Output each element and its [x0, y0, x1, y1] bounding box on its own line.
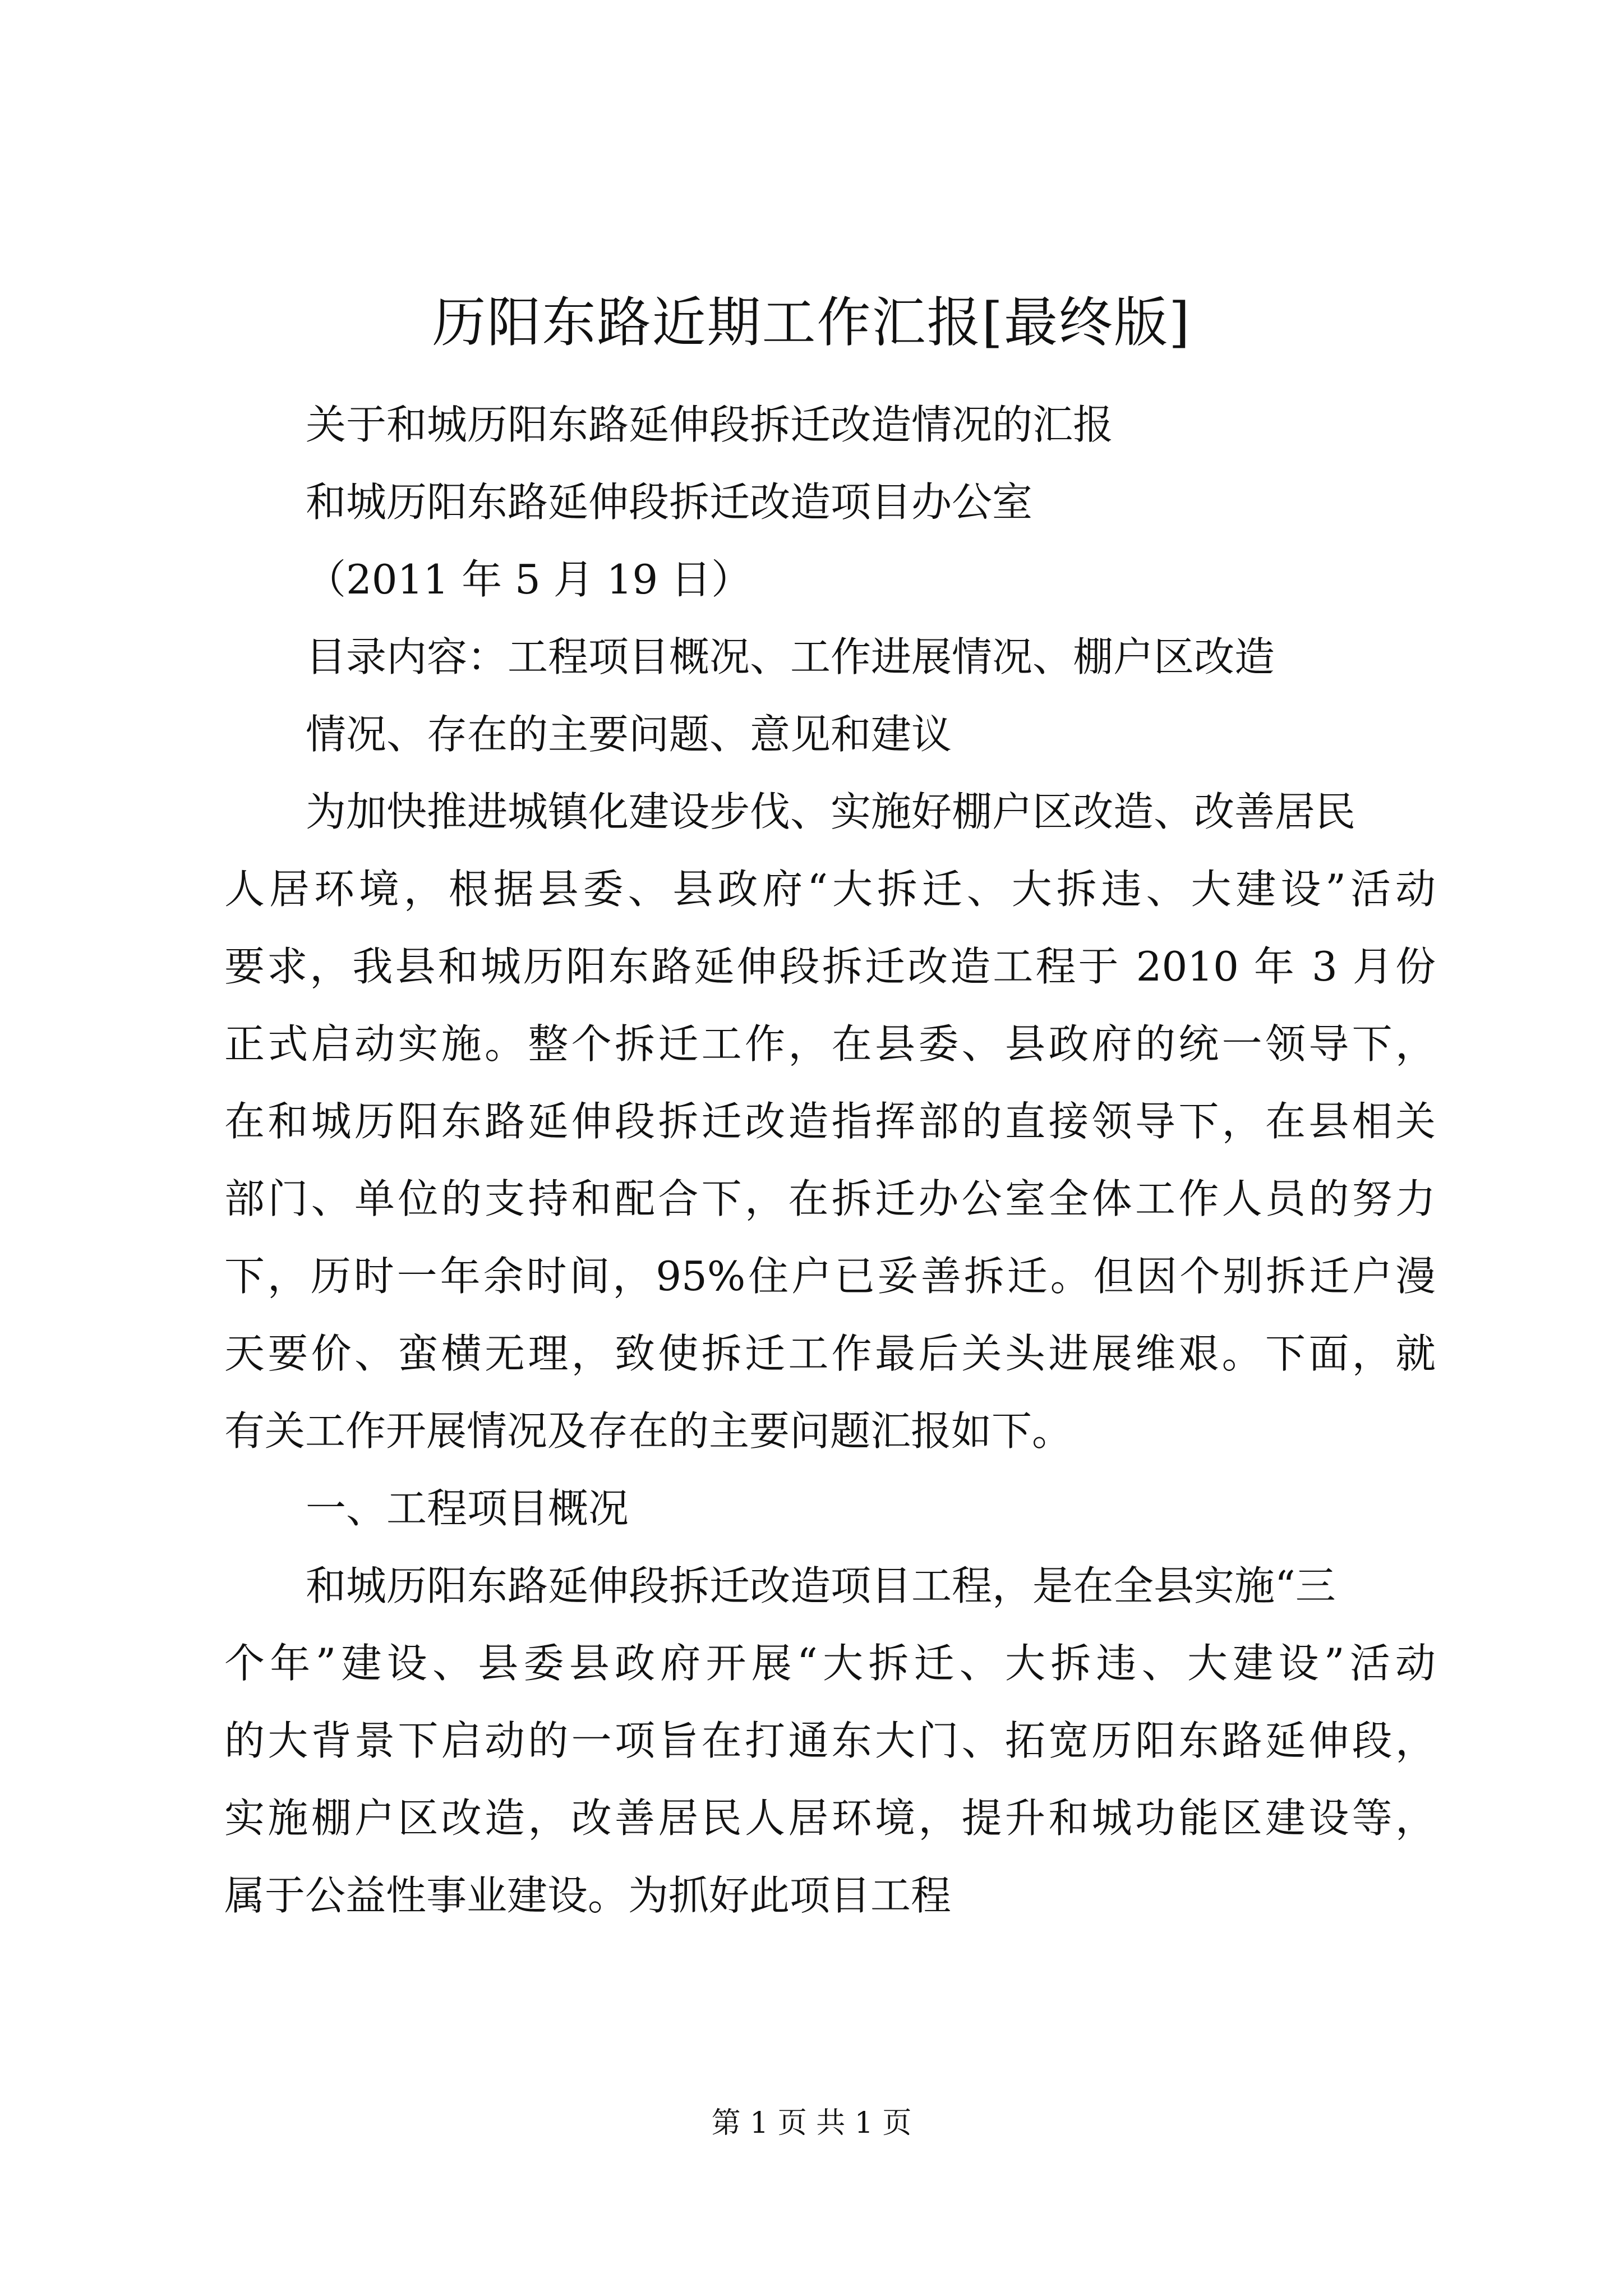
document-body: [224, 386, 1436, 1934]
office-line: 和城历阳东路延伸段拆迁改造项目办公室: [306, 478, 1033, 526]
paragraph-line: 个年”建设、县委县政府开展“大拆迁、大拆违、大建设”活动: [224, 1640, 1436, 1687]
paragraph-line: 在和城历阳东路延伸段拆迁改造指挥部的直接领导下，在县相关: [224, 1098, 1436, 1145]
paragraph-line: 的大背景下启动的一项旨在打通东大门、拓宽历阳东路延伸段，: [224, 1717, 1436, 1764]
section-heading: 一、工程项目概况: [306, 1485, 629, 1532]
subtitle-line: 关于和城历阳东路延伸段拆迁改造情况的汇报: [306, 401, 1114, 448]
toc-line: 目录内容：工程项目概况、工作进展情况、棚户区改造: [306, 633, 1275, 680]
paragraph-line: 有关工作开展情况及存在的主要问题汇报如下。: [224, 1407, 1073, 1455]
paragraph-line: 实施棚户区改造，改善居民人居环境，提升和城功能区建设等，: [224, 1795, 1436, 1842]
page-footer: 第 1 页 共 1 页: [711, 2106, 912, 2140]
paragraph-line: 要求，我县和城历阳东路延伸段拆迁改造工程于 2010 年 3 月份: [224, 943, 1436, 990]
paragraph-line: 下，历时一年余时间，95%住户已妥善拆迁。但因个别拆迁户漫: [224, 1253, 1436, 1300]
paragraph-line: 部门、单位的支持和配合下，在拆迁办公室全体工作人员的努力: [224, 1175, 1436, 1222]
paragraph-line: 为加快推进城镇化建设步伐、实施好棚户区改造、改善居民: [306, 788, 1356, 835]
paragraph-project-overview: [224, 1547, 1436, 1934]
paragraph-line: 正式启动实施。整个拆迁工作，在县委、县政府的统一领导下，: [224, 1020, 1436, 1068]
paragraph-intro: [224, 773, 1436, 1470]
paragraph-line: 天要价、蛮横无理，致使拆迁工作最后关头进展维艰。下面，就: [224, 1330, 1436, 1377]
toc-line: 情况、存在的主要问题、意见和建议: [306, 711, 952, 758]
paragraph-line: 属于公益性事业建设。为抓好此项目工程: [224, 1872, 952, 1919]
document-title: 历阳东路近期工作汇报[最终版]: [432, 291, 1191, 354]
paragraph-line: 人居环境，根据县委、县政府“大拆迁、大拆违、大建设”活动: [224, 866, 1436, 913]
date-line: （2011 年 5 月 19 日）: [306, 556, 752, 603]
paragraph-line: 和城历阳东路延伸段拆迁改造项目工程，是在全县实施“三: [306, 1562, 1336, 1609]
